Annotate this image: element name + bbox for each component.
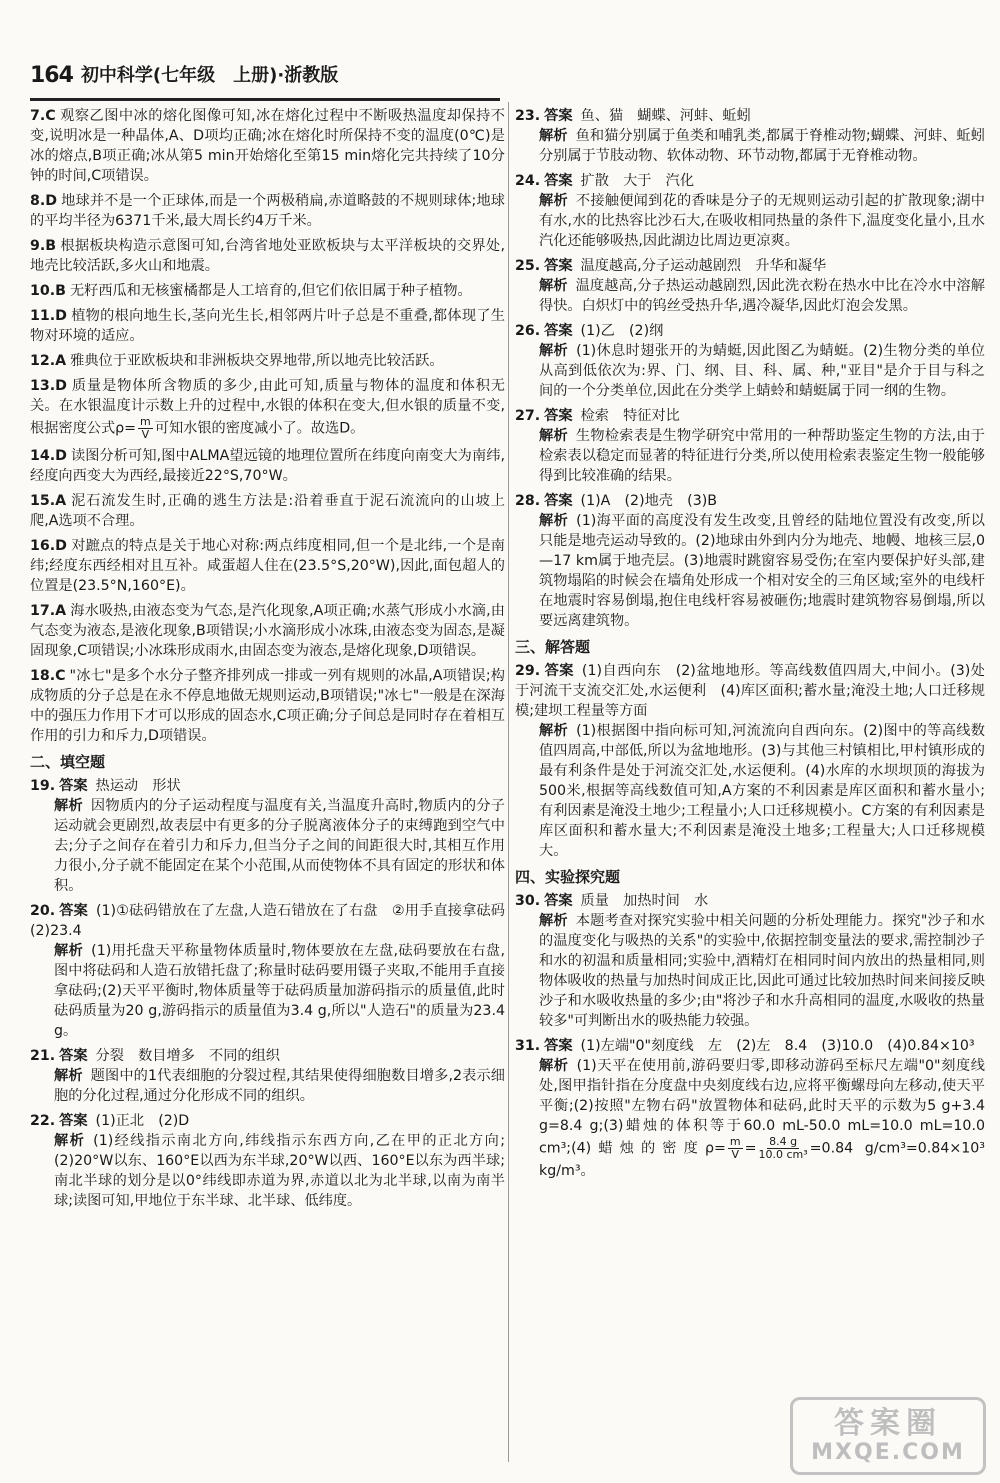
analysis-text: (1)天平在使用前,游码要归零,即移动游码至标尺左端"0"刻度线处,图甲指针指在分度盘中央刻度线右边,应将平衡螺母向左移动,使天平平衡;(2)按照"左物右码"放置物体和砝码,此时天平的示数为5 g+3.4 g=8.4 g;(3)蜡烛的体积等于60.0 mL-50.0 mL=10.0 mL=10.0 cm³;(4)蜡烛的密度 bbox=[539, 1058, 985, 1157]
item-text: 雅典位于亚欧板块和非洲板块交界地带,所以地壳比较活跃。 bbox=[70, 353, 444, 369]
analysis-text: 生物检索表是生物学研究中常用的一种帮助鉴定生物的方法,由于检索表以稳定而显著的特征进行分类,所以使用检索表鉴定生物一般能够得到比较准确的结果。 bbox=[539, 428, 985, 484]
equals-sign: = bbox=[744, 1140, 757, 1157]
item-number: 29. bbox=[515, 663, 541, 679]
answer-item-31 bbox=[515, 1036, 985, 1181]
analysis-text: (1)用托盘天平称量物体质量时,物体要放在左盘,砝码要放在右盘,图中将砝码和人造石放错托盘了;称量时砝码要用镊子夹取,不能用手直接拿砝码;(2)天平平衡时,物体质量等于砝码质量加游码指示的质量值,此时砝码质量为20 g,游码指示的质量值为3.4 g,所以"人造石"的质量为23.4 g。 bbox=[54, 943, 505, 1039]
answer-item-27 bbox=[515, 406, 985, 486]
item-number: 28. bbox=[515, 493, 541, 509]
answer-item-9b bbox=[30, 236, 505, 276]
item-number: 14.D bbox=[30, 448, 67, 464]
answer-text: 质量 加热时间 水 bbox=[580, 893, 709, 909]
answer-tag: 答案 bbox=[544, 493, 573, 509]
section-heading-solve: 三、解答题 bbox=[515, 638, 591, 656]
answer-item-14d bbox=[30, 446, 505, 486]
fraction-denominator: 10.0 cm³ bbox=[758, 1148, 808, 1161]
answer-tag: 答案 bbox=[544, 173, 573, 189]
analysis-tag: 解析 bbox=[539, 723, 569, 739]
item-number: 26. bbox=[515, 323, 541, 339]
item-text: 读图分析可知,图中ALMA望远镜的地理位置所在纬度向南变大为南纬,经度向西变大为西经,最接近22°S,70°W。 bbox=[30, 448, 505, 484]
item-number: 31. bbox=[515, 1038, 541, 1054]
analysis-tag: 解析 bbox=[539, 513, 569, 529]
fraction-numerator: 8.4 g bbox=[769, 1135, 798, 1148]
item-number: 20. bbox=[30, 903, 56, 919]
answer-item-13 bbox=[30, 376, 505, 441]
column-divider bbox=[508, 102, 509, 1462]
answer-item-12a bbox=[30, 351, 505, 371]
density-formula-lhs: ρ= bbox=[115, 420, 137, 437]
analysis-text: 0.84 g/cm³=0.84×10³ kg/m³。 bbox=[539, 1140, 985, 1179]
item-text: 根据板块构造示意图可知,台湾省地处亚欧板块与太平洋板块的交界处,地壳比较活跃,多火山和地震。 bbox=[30, 238, 505, 274]
item-number: 27. bbox=[515, 408, 541, 424]
answer-tag: 答案 bbox=[59, 903, 88, 919]
answer-text: (1)正北 (2)D bbox=[95, 1113, 190, 1129]
item-text: 植物的根向地生长,茎向光生长,相邻两片叶子总是不重叠,都体现了生物对环境的适应。 bbox=[30, 308, 505, 344]
item-number: 10.B bbox=[30, 283, 66, 299]
answer-item-17a bbox=[30, 601, 505, 661]
analysis-tag: 解析 bbox=[539, 343, 569, 359]
item-text: "冰七"是多个水分子整齐排列成一排或一列有规则的冰晶,A项错误;构成物质的分子总是在永不停息地做无规则运动,B项错误;"冰七"一般是在深海中的强压力作用下才可以形成的固态水,C项正确;分子间总是同时存在着相互作用的引力和斥力,D项错误。 bbox=[30, 668, 505, 744]
item-number: 19. bbox=[30, 778, 56, 794]
item-text: 质量是物体所含物质的多少,由此可知,质量与物体的温度和体积无关。在水银温度计示数上升的过程中,水银的体积在变大,但水银的质量不变,根据密度公式 bbox=[30, 378, 505, 437]
answer-item-26 bbox=[515, 321, 985, 401]
answer-item-30 bbox=[515, 891, 985, 1031]
page-number: 164 bbox=[30, 63, 73, 88]
answer-text: 热运动 形状 bbox=[95, 778, 181, 794]
answer-text: (1)自西向东 (2)盆地地形。等高线数值四周大,中间小。(3)处于河流干支流交汇处,水运便利 (4)库区面积;蓄水量;淹没土地;人口迁移规模;建坝工程量等方面 bbox=[515, 663, 985, 719]
fraction-numerator: m bbox=[140, 415, 151, 428]
item-text: 观察乙图中冰的熔化图像可知,冰在熔化过程中不断吸热温度却保持不变,说明冰是一种晶体,A、D项均正确;冰在熔化时所保持不变的温度(0℃)是冰的熔点,B项正确;冰从第5 min开始熔化至第15 min熔化完共持续了10分钟的时间,C项错误。 bbox=[30, 108, 505, 184]
analysis-tag: 解析 bbox=[539, 278, 568, 294]
analysis-text: (1)经线指示南北方向,纬线指示东西方向,乙在甲的正北方向;(2)20°W以东、160°E以西为东半球,20°W以西、160°E以东为西半球;南北半球的划分是以0°纬线即赤道为界,赤道以北为北半球,以南为南半球;读图可知,甲地位于东半球、北半球、低纬度。 bbox=[54, 1133, 505, 1209]
density-fraction bbox=[138, 416, 153, 441]
item-number: 25. bbox=[515, 258, 541, 274]
analysis-tag: 解析 bbox=[539, 428, 568, 444]
book-title: 初中科学(七年级 上册)·浙教版 bbox=[80, 65, 339, 86]
item-number: 22. bbox=[30, 1113, 56, 1129]
answer-tag: 答案 bbox=[59, 1113, 88, 1129]
analysis-tag: 解析 bbox=[539, 1058, 569, 1074]
analysis-text: 因物质内的分子运动程度与温度有关,当温度升高时,物质内的分子运动就会更剧烈,故表层中有更多的分子脱离液体分子的束缚跑到空气中去;分子之间存在着引力和斥力,但当分子之间的间距很大时,其相互作用力很小,分子就不能固定在某个小范围,从而使物体不具有固定的形状和体积。 bbox=[54, 798, 505, 894]
header-rule bbox=[30, 98, 500, 101]
analysis-text: (1)休息时翅张开的为蜻蜓,因此图乙为蜻蜓。(2)生物分类的单位从高到低依次为:界、门、纲、目、科、属、种,"亚目"是介于目与科之间的一个分类单位,因此在分类学上蜻蛉和蜻蜓属于同一纲的生物。 bbox=[539, 343, 985, 399]
analysis-tag: 解析 bbox=[539, 193, 568, 209]
answer-item-16d bbox=[30, 536, 505, 596]
fraction-numerator: m bbox=[729, 1135, 741, 1148]
item-number: 9.B bbox=[30, 238, 57, 254]
item-number: 7.C bbox=[30, 108, 56, 124]
answer-text: 温度越高,分子运动越剧烈 升华和凝华 bbox=[580, 258, 827, 274]
item-number: 23. bbox=[515, 108, 541, 124]
item-text: 可知水银的密度减小了。故选D。 bbox=[154, 420, 365, 437]
answer-item-28 bbox=[515, 491, 985, 631]
item-number: 17.A bbox=[30, 603, 67, 619]
answer-text: 分裂 数目增多 不同的组织 bbox=[95, 1048, 280, 1064]
item-text: 泥石流发生时,正确的逃生方法是:沿着垂直于泥石流流向的山坡上爬,A选项不合理。 bbox=[30, 493, 505, 529]
item-number: 30. bbox=[515, 893, 541, 909]
answer-tag: 答案 bbox=[544, 258, 573, 274]
answer-text: (1)左端"0"刻度线 左 (2)左 8.4 (3)10.0 (4)0.84×10³ bbox=[580, 1038, 975, 1054]
item-number: 18.C bbox=[30, 668, 66, 684]
answer-item-22 bbox=[30, 1111, 505, 1211]
watermark-url: MXQE.COM bbox=[811, 1440, 965, 1465]
answer-text: (1)①砝码错放在了左盘,人造石错放在了右盘 ②用手直接拿砝码 (2)23.4 bbox=[30, 903, 520, 939]
item-text: 海水吸热,由液态变为气态,是汽化现象,A项正确;水蒸气形成小水滴,由气态变为液态,是液化现象,B项错误;小水滴形成小冰珠,由液态变为固态,是凝固现象,C项错误;小冰珠形成雨水,由固态变为液态,是熔化现象,D项错误。 bbox=[30, 603, 505, 659]
item-number: 21. bbox=[30, 1048, 56, 1064]
answer-tag: 答案 bbox=[59, 778, 88, 794]
answer-tag: 答案 bbox=[544, 108, 573, 124]
analysis-text: 鱼和猫分别属于鱼类和哺乳类,都属于脊椎动物;蝴蝶、河蚌、蚯蚓分别属于节肢动物、软体动物、环节动物,都属于无脊椎动物。 bbox=[539, 128, 985, 164]
answer-text: 鱼、猫 蝴蝶、河蚌、蚯蚓 bbox=[580, 108, 751, 124]
answer-text: 检索 特征对比 bbox=[580, 408, 680, 424]
answer-text: (1)A (2)地壳 (3)B bbox=[580, 493, 718, 509]
analysis-tag: 解析 bbox=[54, 943, 84, 959]
item-number: 13.D bbox=[30, 378, 67, 394]
equals-sign: = bbox=[809, 1140, 822, 1157]
analysis-tag: 解析 bbox=[539, 913, 568, 929]
analysis-text: 不接触便闻到花的香味是分子的无规则运动引起的扩散现象;湖中有水,水的比热容比沙石大,在吸收相同热量的条件下,温度变化量小,且水汽化还能够吸热,因此湖边比周边更凉爽。 bbox=[539, 193, 985, 249]
answer-item-24 bbox=[515, 171, 985, 251]
item-number: 8.D bbox=[30, 193, 58, 209]
answer-item-21 bbox=[30, 1046, 505, 1106]
analysis-text: 温度越高,分子热运动越剧烈,因此洗衣粉在热水中比在冷水中溶解得快。白炽灯中的钨丝受热升华,遇冷凝华,因此灯泡会发黑。 bbox=[539, 278, 985, 314]
answer-item-18c bbox=[30, 666, 505, 746]
density-fraction-symbolic bbox=[728, 1136, 743, 1161]
analysis-tag: 解析 bbox=[54, 1133, 86, 1149]
analysis-tag: 解析 bbox=[539, 128, 568, 144]
left-column bbox=[30, 106, 520, 1216]
fraction-denominator: V bbox=[141, 428, 150, 441]
answer-item-25 bbox=[515, 256, 985, 316]
answer-tag: 答案 bbox=[544, 408, 573, 424]
item-number: 15.A bbox=[30, 493, 67, 509]
analysis-tag: 解析 bbox=[54, 1068, 83, 1084]
watermark-title: 答案圈 bbox=[834, 1406, 942, 1441]
analysis-text: (1)海平面的高度没有发生改变,且曾经的陆地位置没有改变,所以只能是地壳运动导致的。(2)地球由外到内分为地壳、地幔、地核三层,0—17 km属于地壳层。(3)地震时跳窗容易受伤;在室内要保护好头部,建筑物塌陷的时候会在墙角处形成一个相对安全的三角区域;室外的电线杆在地震时容易倒塌,抱住电线杆容易被砸伤;地震时建筑物容易倒塌,所以要远离建筑物。 bbox=[539, 513, 985, 629]
answer-item-11d bbox=[30, 306, 505, 346]
density-formula-lhs: ρ= bbox=[704, 1140, 726, 1157]
analysis-text: (1)根据图中指向标可知,河流流向自西向东。(2)图中的等高线数值四周高,中部低,所以为盆地地形。(3)与其他三村镇相比,甲村镇形成的最有利条件是处于河流交汇处,水运便利。(4)水库的水坝坝顶的海拔为500米,根据等高线数值可知,A方案的不利因素是库区面积和蓄水量小;有利因素是淹没土地少;工程量小;人口迁移规模小。C方案的有利因素是库区面积和蓄水量大;不利因素是淹没土地多;工程量大;人口迁移规模大。 bbox=[539, 723, 985, 859]
analysis-text: 题图中的1代表细胞的分裂过程,其结果使得细胞数目增多,2表示细胞的分化过程,通过分化形成不同的组织。 bbox=[54, 1068, 505, 1104]
answer-tag: 答案 bbox=[59, 1048, 88, 1064]
right-column bbox=[515, 106, 985, 1186]
item-number: 12.A bbox=[30, 353, 67, 369]
item-text: 对蹠点的特点是关于地心对称:两点纬度相同,但一个是北纬,一个是南纬;经度东西经相对且互补。咸蛋超人住在(23.5°S,20°W),因此,面包超人的位置是(23.5°N,160°E)。 bbox=[30, 538, 505, 594]
answer-text: (1)乙 (2)纲 bbox=[580, 323, 664, 339]
answer-tag: 答案 bbox=[544, 893, 573, 909]
analysis-tag: 解析 bbox=[54, 798, 83, 814]
answer-item-15a bbox=[30, 491, 505, 531]
answer-text: 扩散 大于 汽化 bbox=[580, 173, 695, 189]
answer-item-19 bbox=[30, 776, 505, 896]
fraction-denominator: V bbox=[731, 1148, 739, 1161]
density-fraction-numeric bbox=[758, 1136, 807, 1161]
item-number: 16.D bbox=[30, 538, 67, 554]
answer-item-23 bbox=[515, 106, 985, 166]
answer-item-7c bbox=[30, 106, 505, 186]
item-text: 无籽西瓜和无核蜜橘都是人工培育的,但它们依旧属于种子植物。 bbox=[69, 283, 472, 299]
answer-item-10b bbox=[30, 281, 505, 301]
answer-item-20 bbox=[30, 901, 520, 1041]
site-watermark bbox=[790, 1397, 986, 1475]
page-header bbox=[30, 63, 339, 88]
section-heading-fill: 二、填空题 bbox=[30, 753, 106, 771]
answer-tag: 答案 bbox=[544, 1038, 573, 1054]
answer-item-8d bbox=[30, 191, 505, 231]
item-text: 地球并不是一个正球体,而是一个两极稍扁,赤道略鼓的不规则球体;地球的平均半径为6371千米,最大周长约4万千米。 bbox=[30, 193, 505, 229]
section-heading-experiment: 四、实验探究题 bbox=[515, 868, 621, 886]
answer-item-29 bbox=[515, 661, 985, 861]
answer-tag: 答案 bbox=[544, 663, 574, 679]
analysis-text: 本题考查对探究实验中相关问题的分析处理能力。探究"沙子和水的温度变化与吸热的关系"的实验中,依据控制变量法的要求,需控制沙子和水的初温和质量相同;实验中,酒精灯在相同时间内放出的热量相同,则物体吸收的热量与加热时间成正比,因此可通过比较加热时间来间接反映沙子和水吸收热量的多少;由"将沙子和水升高相同的温度,水吸收的热量较多"可判断出水的吸热能力较强。 bbox=[539, 913, 985, 1029]
answer-tag: 答案 bbox=[544, 323, 573, 339]
item-number: 24. bbox=[515, 173, 541, 189]
item-number: 11.D bbox=[30, 308, 67, 324]
